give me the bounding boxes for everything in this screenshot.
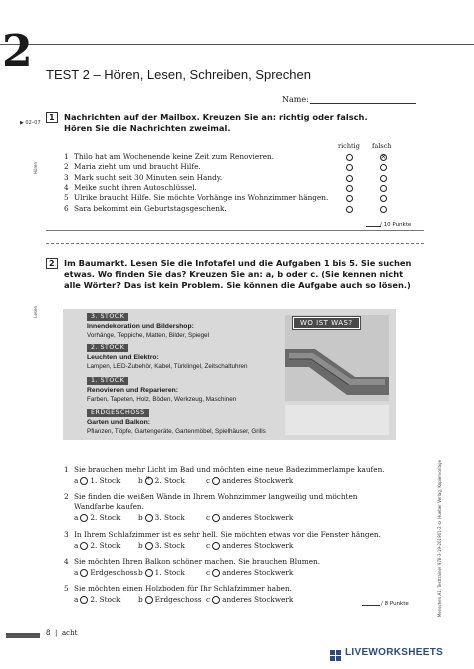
task2-score-line[interactable] [362,605,380,606]
col-richtig: richtig [338,142,360,150]
richtig-radio[interactable] [346,206,353,213]
instruction-line: Hören Sie die Nachrichten zweimal. [64,123,231,133]
answer-option[interactable] [206,568,293,578]
option-radio[interactable] [80,477,88,485]
floor-badge: ERDGESCHOSS [87,409,149,417]
floor-items: Farben, Tapeten, Holz, Böden, Werkzeug, Maschinen [87,396,237,403]
richtig-radio[interactable] [346,185,353,192]
page-word: acht [62,629,78,637]
audio-track-label: ▶ 02–07 [20,120,41,126]
falsch-radio[interactable] [380,154,387,161]
question-number: 5 [64,584,69,593]
option-radio[interactable] [80,542,88,550]
option-text: 2. Stock [90,513,121,522]
name-field[interactable] [310,103,416,104]
option-radio[interactable] [145,477,153,485]
floor-items: Lampen, LED-Zubehör, Kabel, Türklingel, Zeitschaltuhren [87,363,248,370]
option-radio[interactable] [80,514,88,522]
option-text: 1. Stock [154,568,185,577]
task1-score: / 10 Punkte [380,222,412,228]
task1-item-text: Ulrike braucht Hilfe. Sie möchte Vorhänge ins Wohnzimmer hängen. [74,193,329,203]
instruction-line: Im Baumarkt. Lesen Sie die Infotafel und die Aufgaben 1 bis 5. Sie suchen [64,258,412,268]
option-letter: a [74,513,79,522]
question-text: In Ihrem Schlafzimmer ist es sehr hell. Sie möchten etwas vor die Fenster hängen. [74,530,381,539]
option-text: anderes Stockwerk [222,568,294,577]
option-radio[interactable] [80,596,88,604]
option-letter: c [206,568,211,577]
info-banner: WO IST WAS? [293,317,360,329]
question-number: 3 [64,530,69,539]
floor-items: Vorhänge, Teppiche, Matten, Bilder, Spiegel [87,332,210,339]
option-text: anderes Stockwerk [222,476,294,485]
task1-item-number: 5 [64,193,69,203]
option-text: 3. Stock [154,513,185,522]
question-text: Sie möchten einen Holzboden für Ihr Schlafzimmer haben. [74,584,293,593]
option-letter: c [206,513,211,522]
side-copyright: Menschen A1, Testtrainer 978-3-19-201901-2 © Hueber Verlag, Kopiervorlage [437,460,442,618]
option-text: Erdgeschoss [90,568,138,577]
richtig-radio[interactable] [346,195,353,202]
option-letter: c [206,476,211,485]
option-letter: c [206,541,211,550]
answer-option[interactable] [206,541,293,551]
page-separator: | [55,629,58,637]
richtig-radio[interactable] [346,164,353,171]
answer-option[interactable] [74,568,137,578]
divider [46,230,424,231]
question-number: 2 [64,492,69,501]
option-text: Erdgeschoss [154,595,202,604]
option-text: anderes Stockwerk [222,513,294,522]
option-text: 2. Stock [154,476,185,485]
page-title: TEST 2 – Hören, Lesen, Schreiben, Sprechen [46,67,311,82]
task1-item-text: Meike sucht ihren Autoschlüssel. [74,182,197,192]
option-text: anderes Stockwerk [222,595,294,604]
option-letter: b [138,541,143,550]
question-number: 1 [64,465,69,474]
option-letter: b [138,568,143,577]
floor-heading: Renovieren und Reparieren: [87,387,179,394]
footer-bar [6,633,40,638]
option-letter: a [74,595,79,604]
header-rule [0,44,474,45]
richtig-radio[interactable] [346,175,353,182]
question-text: Wandfarbe kaufen. [74,502,144,511]
question-text: Sie brauchen mehr Licht im Bad und möchten eine neue Badezimmerlampe kaufen. [74,465,385,474]
task1-item-number: 4 [64,182,69,192]
floor-badge: 3. STOCK [87,313,128,321]
answer-option[interactable] [138,513,185,523]
task1-score-line[interactable] [366,226,381,227]
task2-instruction [64,258,411,291]
task2-number: 2 [46,258,58,269]
option-radio[interactable] [212,596,220,604]
task2-side-label: Lesen [33,306,38,318]
falsch-radio[interactable] [380,195,387,202]
option-radio[interactable] [212,542,220,550]
task1-instruction [64,112,368,134]
task1-item-text: Sara bekommt ein Geburtstagsgeschenk. [74,203,227,213]
task2-score: / 8 Punkte [381,601,409,607]
option-text: 1. Stock [90,476,121,485]
task1-item-number: 2 [64,162,69,172]
option-text: anderes Stockwerk [222,541,294,550]
answer-option[interactable] [74,476,120,486]
question-text: Sie möchten Ihren Balkon schöner machen. Sie brauchen Blumen. [74,557,321,566]
option-letter: b [138,476,143,485]
instruction-line: alle Wörter? Das ist kein Problem. Sie können die Aufgabe auch so lösen.) [64,280,411,290]
answer-option[interactable] [74,541,120,551]
option-radio[interactable] [145,569,153,577]
answer-option[interactable] [206,476,293,486]
page-number: 8 [46,629,51,637]
answer-option[interactable] [138,595,202,605]
option-radio[interactable] [145,596,153,604]
option-letter: a [74,476,79,485]
option-radio[interactable] [80,569,88,577]
task1-item-number: 6 [64,203,69,213]
floor-badge: 2. STOCK [87,344,128,352]
falsch-radio[interactable] [380,206,387,213]
option-letter: b [138,595,143,604]
falsch-radio[interactable] [380,164,387,171]
option-letter: a [74,541,79,550]
task1-number: 1 [46,112,58,123]
answer-option[interactable] [138,541,185,551]
task1-item-text: Thilo hat am Wochenende keine Zeit zum Renovieren. [74,152,275,161]
option-letter: a [74,568,79,577]
info-board [63,309,396,440]
task1-side-label: Hören [33,162,38,175]
answer-option[interactable] [206,513,293,523]
divider-dashed [46,243,424,244]
question-text: Sie finden die weißen Wände in Ihrem Wohnzimmer langweilig und möchten [74,492,358,501]
option-radio[interactable] [212,514,220,522]
info-board-panel [285,405,389,435]
floor-items: Pflanzen, Töpfe, Gartengeräte, Gartenmöbel, Spielhäuser, Grills [87,428,266,435]
col-falsch: falsch [372,142,392,150]
richtig-radio[interactable] [346,154,353,161]
option-text: 3. Stock [154,541,185,550]
falsch-radio[interactable] [380,185,387,192]
option-radio[interactable] [145,514,153,522]
answer-option[interactable] [74,595,120,605]
option-radio[interactable] [212,477,220,485]
name-label: Name: [282,95,309,104]
instruction-line: Nachrichten auf der Mailbox. Kreuzen Sie an: richtig oder falsch. [64,112,368,122]
option-letter: b [138,513,143,522]
floor-heading: Garten und Balkon: [87,419,151,426]
watermark: LIVEWORKSHEETS [345,647,444,658]
option-text: 2. Stock [90,541,121,550]
answer-option[interactable] [138,476,185,486]
task1-item-text: Mark sucht seit 30 Minuten sein Handy. [74,172,223,182]
liveworksheets-logo-icon [330,647,340,657]
task1-item-text: Maria zieht um und braucht Hilfe. [74,162,201,172]
floor-heading: Leuchten und Elektro: [87,354,159,361]
floor-badge: 1. STOCK [87,377,128,385]
instruction-line: etwas. Wo finden Sie das? Kreuzen Sie an: a, b oder c. (Sie kennen nicht [64,269,404,279]
option-text: 2. Stock [90,595,121,604]
task1-item-number: 1 [64,152,69,161]
footer [0,631,474,669]
answer-option[interactable] [74,513,120,523]
falsch-radio[interactable] [380,175,387,182]
question-number: 4 [64,557,69,566]
section-number: 2 [2,26,31,77]
option-radio[interactable] [212,569,220,577]
option-letter: c [206,595,211,604]
task1-item-number: 3 [64,172,69,182]
answer-option[interactable] [206,595,293,605]
answer-option[interactable] [138,568,185,578]
option-radio[interactable] [145,542,153,550]
floor-heading: Innendekoration und Bildershop: [87,323,194,330]
